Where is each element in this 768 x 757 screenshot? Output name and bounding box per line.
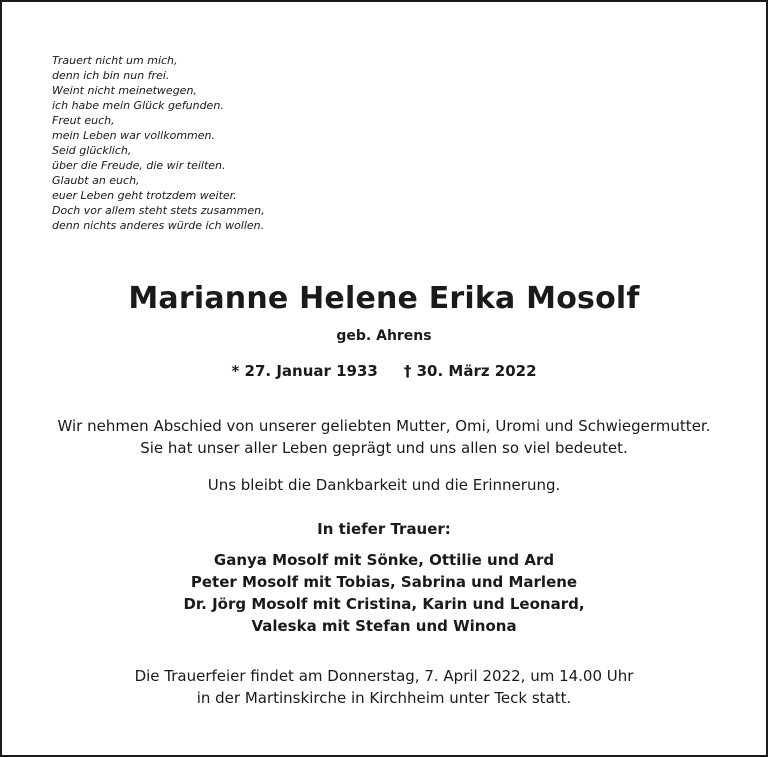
birth-name: geb. Ahrens bbox=[336, 328, 432, 344]
farewell-line: Wir nehmen Abschied von unserer geliebten Mutter, Omi, Uromi und Schwiegermutter. bbox=[57, 417, 711, 435]
poem-line: Seid glücklich, bbox=[52, 144, 132, 157]
poem-line: mein Leben war vollkommen. bbox=[52, 129, 215, 142]
mourners-list bbox=[2, 549, 766, 637]
birth-date: * 27. Januar 1933 bbox=[231, 362, 378, 380]
life-dates bbox=[2, 360, 766, 382]
poem-line: Freut euch, bbox=[52, 114, 115, 127]
poem-line: über die Freude, die wir teilten. bbox=[52, 159, 226, 172]
farewell-line: Sie hat unser aller Leben geprägt und uns allen so viel bedeutet. bbox=[140, 439, 628, 457]
mourner-line: Valeska mit Stefan und Winona bbox=[251, 617, 517, 635]
poem-line: denn ich bin nun frei. bbox=[52, 69, 170, 82]
gratitude-text: Uns bleibt die Dankbarkeit und die Erinnerung. bbox=[207, 476, 561, 494]
mourner-line: Peter Mosolf mit Tobias, Sabrina und Marlene bbox=[190, 573, 578, 591]
poem bbox=[52, 53, 352, 233]
death-date: † 30. März 2022 bbox=[403, 362, 537, 380]
mourner-line: Dr. Jörg Mosolf mit Cristina, Karin und Leonard, bbox=[183, 595, 585, 613]
mourning-title: In tiefer Trauer: bbox=[317, 520, 451, 538]
poem-line: euer Leben geht trotzdem weiter. bbox=[52, 189, 237, 202]
service-line: Die Trauerfeier findet am Donnerstag, 7. April 2022, um 14.00 Uhr bbox=[134, 667, 634, 685]
poem-line: ich habe mein Glück gefunden. bbox=[52, 99, 224, 112]
mourner-line: Ganya Mosolf mit Sönke, Ottilie und Ard bbox=[213, 551, 555, 569]
poem-line: denn nichts anderes würde ich wollen. bbox=[52, 219, 265, 232]
service-info bbox=[2, 665, 766, 709]
service-line: in der Martinskirche in Kirchheim unter Teck statt. bbox=[196, 689, 572, 707]
poem-line: Doch vor allem steht stets zusammen, bbox=[52, 204, 265, 217]
poem-line: Glaubt an euch, bbox=[52, 174, 140, 187]
farewell-text bbox=[2, 415, 766, 459]
poem-line: Trauert nicht um mich, bbox=[52, 54, 178, 67]
deceased-name: Marianne Helene Erika Mosolf bbox=[128, 281, 640, 316]
poem-line: Weint nicht meinetwegen, bbox=[52, 84, 197, 97]
